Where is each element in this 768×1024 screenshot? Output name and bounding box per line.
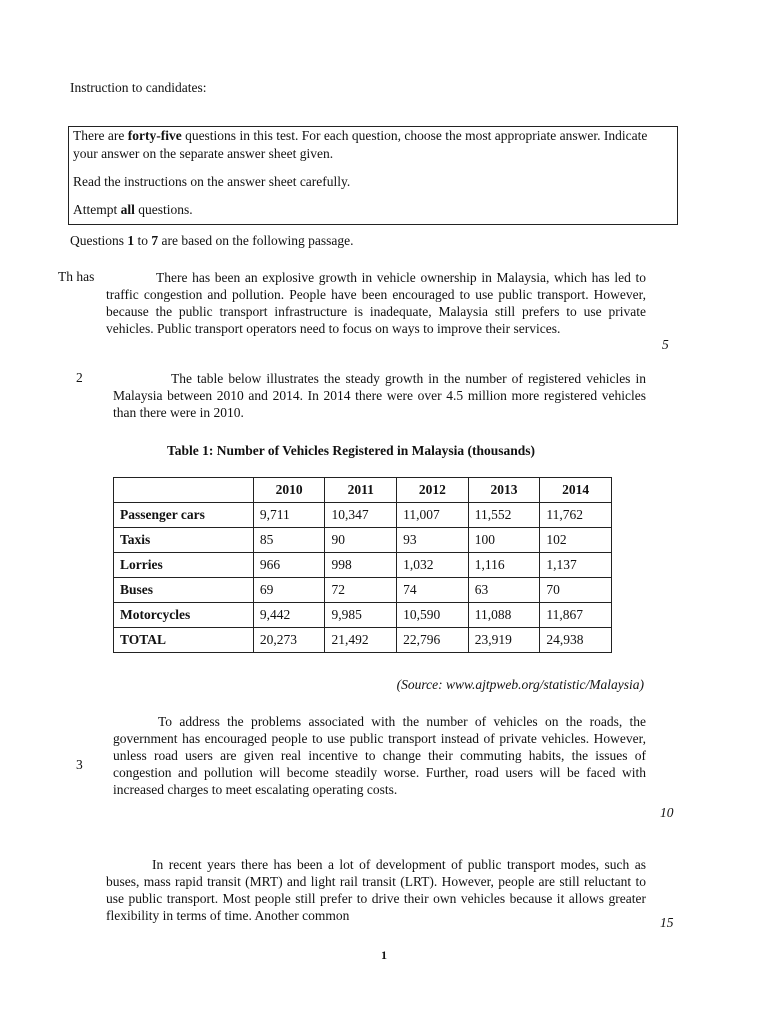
row-label: Buses [114,578,254,603]
table-header-cell: 2011 [325,478,397,503]
instructions-box [68,126,678,225]
passage-paragraph-3: To address the problems associated with the number of vehicles on the roads, the government has encouraged people to use public transport instead of private vehicles. However, unless road users are given real incentive to change their commuting habits, the issues of congestion and pollution will become steadily worse. Further, road users will be faced with increased charges to meet escalating operating costs. [113,714,646,797]
table-cell: 11,762 [540,503,612,528]
table-cell: 93 [397,528,469,553]
table-cell: 102 [540,528,612,553]
row-label: TOTAL [114,628,254,653]
passage-paragraph-1: There has been an explosive growth in vehicle ownership in Malaysia, which has led to traffic congestion and pollution. People have been encouraged to use public transport. However, because the public transport infrastructure is inadequate, Malaysia still prefers to use private vehicles. Public transport operators need to focus on ways to improve their services. [106,270,646,336]
questions-intro: Questions 1 to 7 are based on the following passage. [70,233,354,248]
table-cell: 9,442 [253,603,325,628]
paragraph-3-marker: 3 [76,757,83,772]
instructions-title: Instruction to candidates: [70,80,207,95]
instructions-line-2: Read the instructions on the answer sheet carefully. [73,174,351,189]
row-label: Passenger cars [114,503,254,528]
table-header-row [114,478,612,503]
table-cell: 966 [253,553,325,578]
line-number-10: 10 [660,805,674,820]
table-cell: 1,137 [540,553,612,578]
table-cell: 1,032 [397,553,469,578]
vehicles-table [113,477,612,653]
line-number-5: 5 [662,337,669,352]
table-cell: 22,796 [397,628,469,653]
table-row [114,578,612,603]
table-cell: 69 [253,578,325,603]
paragraph-2-marker: 2 [76,370,83,385]
instructions-line-1: There are forty-five questions in this test. For each question, choose the most appropriate answer. Indicate your answer on the separate answer sheet given. [73,128,648,161]
table-header-cell: 2013 [468,478,540,503]
row-label: Taxis [114,528,254,553]
instructions-line-3: Attempt all questions. [73,202,193,217]
table-cell: 70 [540,578,612,603]
table-row [114,528,612,553]
row-label: Lorries [114,553,254,578]
table-cell: 10,347 [325,503,397,528]
table-header-cell [114,478,254,503]
table-row [114,553,612,578]
row-label: Motorcycles [114,603,254,628]
table-cell: 90 [325,528,397,553]
table-source: (Source: www.ajtpweb.org/statistic/Malaysia) [396,677,644,692]
table-cell: 9,711 [253,503,325,528]
table-cell: 72 [325,578,397,603]
table-cell: 74 [397,578,469,603]
table-cell: 20,273 [253,628,325,653]
table-cell: 11,552 [468,503,540,528]
table-cell: 998 [325,553,397,578]
table-title: Table 1: Number of Vehicles Registered in Malaysia (thousands) [167,443,536,458]
table-cell: 10,590 [397,603,469,628]
table-cell: 24,938 [540,628,612,653]
table-header-cell: 2014 [540,478,612,503]
table-row [114,628,612,653]
table-header-cell: 2010 [253,478,325,503]
table-cell: 9,985 [325,603,397,628]
passage-paragraph-4: In recent years there has been a lot of development of public transport modes, such as buses, mass rapid transit (MRT) and light rail transit (LRT). However, people are still reluctant to use public transport. Most people still prefer to drive their own vehicles because it allows greater flexibility in terms of time. Another common [106,857,646,923]
page-number: 1 [381,948,387,962]
table-cell: 11,007 [397,503,469,528]
table-cell: 63 [468,578,540,603]
table-row [114,603,612,628]
paragraph-1-marker: Th has [58,269,95,284]
passage-paragraph-2: The table below illustrates the steady growth in the number of registered vehicles in Malaysia between 2010 and 2014. In 2014 there were over 4.5 million more registered vehicles than there were in 2010. [113,371,646,420]
table-cell: 1,116 [468,553,540,578]
table-header-cell: 2012 [397,478,469,503]
table-cell: 21,492 [325,628,397,653]
table-row [114,503,612,528]
table-cell: 85 [253,528,325,553]
line-number-15: 15 [660,915,674,930]
table-cell: 11,088 [468,603,540,628]
table-cell: 23,919 [468,628,540,653]
table-cell: 100 [468,528,540,553]
table-cell: 11,867 [540,603,612,628]
